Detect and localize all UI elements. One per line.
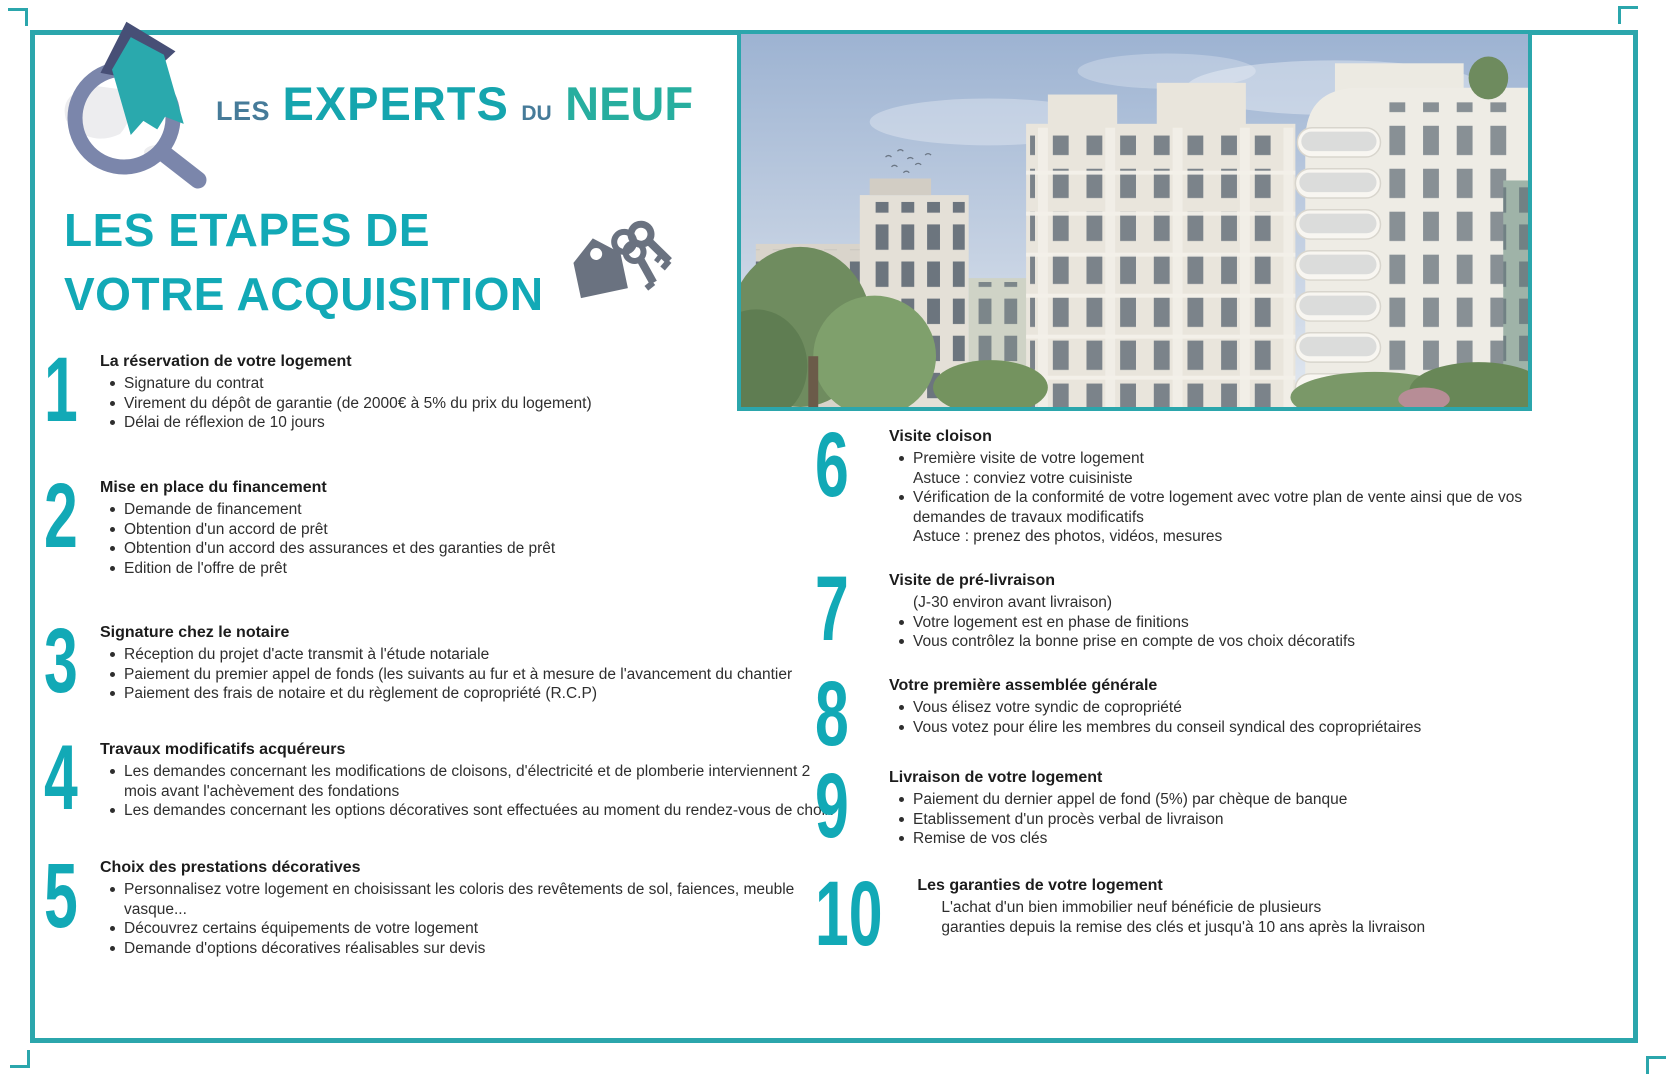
step-text: Découvrez certains équipements de votre logement [124,920,479,937]
bullet-dot [100,645,124,665]
step-text: Demande d'options décoratives réalisables sur devis [124,939,486,957]
step-bullet [889,449,1545,469]
step-bullet [100,665,844,685]
step-text: Obtention d'un accord de prêt [124,520,328,538]
step-content [889,571,1545,652]
step-5 [44,845,844,958]
step-6 [815,414,1545,547]
bullet-dot-glyph [110,566,115,571]
bullet-dot [100,880,124,919]
step-bullet [100,413,844,433]
step-text: Vérification de la conformité de votre logement avec votre plan de vente ainsi que de vos demandes de travaux modificatifs [913,489,1523,526]
step-bullet [100,939,844,959]
bullet-dot-glyph [899,639,904,644]
step-text: Edition de l'offre de prêt [124,559,287,577]
bullet-dot [889,718,913,738]
step-text: (J-30 environ avant livraison) [913,594,1113,611]
bullet-dot-glyph [110,420,115,425]
step-bullet [889,632,1545,652]
bullet-dot [889,593,913,613]
bullet-dot-glyph [110,507,115,512]
step-text: Les demandes concernant les modifications de cloisons, d'électricité et de plomberie interviennent 2 mois avant l'achèvement des fondations [124,763,811,800]
step-bullet [889,698,1545,718]
bullet-dot-glyph [110,652,115,657]
bullet-dot-glyph [899,620,904,625]
step-text: Demande de financement [124,501,302,518]
bullet-dot [889,469,913,489]
step-text: Première visite de votre logement [913,450,1144,467]
step-line [917,918,1545,938]
step-bullet [889,718,1545,738]
bullet-dot-glyph [110,401,115,406]
step-text: Remise de vos clés [913,830,1048,847]
step-number: 4 [44,727,78,829]
step-4 [44,727,844,829]
bullet-dot-glyph [110,527,115,532]
corner-mark-bottom-right [1646,1056,1666,1074]
bullet-dot-glyph [110,546,115,551]
bullet-dot [100,413,124,433]
bullet-dot [889,527,913,547]
step-text: Astuce : conviez votre cuisiniste [913,469,1133,487]
step-number: 7 [815,558,849,660]
step-line [889,593,1545,613]
page-title-line1: LES ETAPES DE [64,204,431,256]
step-number: 8 [815,663,849,765]
bullet-dot-glyph [899,705,904,710]
step-content [100,352,844,433]
steps-right [815,0,1545,1080]
bullet-dot [100,801,124,821]
brand-word-du: DU [521,102,552,125]
step-number: 9 [815,755,849,857]
step-heading: Les garanties de votre logement [917,877,1163,894]
step-bullet [100,500,844,520]
step-bullet [100,539,844,559]
step-text: Vous votez pour élire les membres du conseil syndical des copropriétaires [913,718,1422,736]
bullet-dot [889,829,913,849]
bullet-dot-glyph [110,381,115,386]
step-bullet [100,520,844,540]
bullet-dot-glyph [110,926,115,931]
bullet-dot-glyph [899,797,904,802]
step-content [889,427,1545,547]
bullet-dot-glyph [899,456,904,461]
step-text: Paiement du dernier appel de fond (5%) par chèque de banque [913,791,1348,808]
step-heading: Votre première assemblée générale [889,677,1158,694]
bullet-dot [100,500,124,520]
step-bullet [100,684,844,704]
step-bullet [889,790,1545,810]
step-line [889,527,1545,547]
step-bullet [100,559,844,579]
step-text: Réception du projet d'acte transmit à l'étude notariale [124,646,490,663]
step-text: Vous contrôlez la bonne prise en compte de vos choix décoratifs [913,633,1356,650]
step-number: 5 [44,845,78,947]
bullet-dot-glyph [110,946,115,951]
step-8 [815,663,1545,765]
bullet-dot [889,698,913,718]
step-9 [815,755,1545,857]
bullet-dot [917,918,941,938]
bullet-dot-glyph [110,808,115,813]
bullet-dot [100,539,124,559]
step-text: Délai de réflexion de 10 jours [124,414,325,431]
step-number: 1 [44,339,78,441]
step-heading: La réservation de votre logement [100,353,352,370]
bullet-dot-glyph [899,817,904,822]
step-1 [44,339,844,441]
step-bullet [100,762,844,801]
step-content [100,740,844,821]
bullet-dot [889,488,913,527]
step-bullet [100,801,844,821]
step-7 [815,558,1545,660]
step-text: Personnalisez votre logement en choisissant les coloris des revêtements de sol, faiences, meuble vasque... [124,881,795,918]
step-bullet [889,488,1545,527]
step-heading: Visite cloison [889,428,992,445]
step-heading: Signature chez le notaire [100,624,290,641]
step-number: 10 [815,863,883,965]
step-text: Les demandes concernant les options décoratives sont effectuées au moment du rendez-vous de choix [124,802,833,819]
step-text: garanties depuis la remise des clés et jusqu'à 10 ans après la livraison [941,918,1426,936]
step-heading: Travaux modificatifs acquéreurs [100,741,346,758]
step-line [917,898,1545,918]
bullet-dot [100,394,124,414]
corner-mark-bottom-left [10,1050,30,1068]
step-text: L'achat d'un bien immobilier neuf bénéficie de plusieurs [941,899,1322,916]
step-number: 2 [44,465,78,567]
bullet-dot-glyph [110,691,115,696]
bullet-dot [917,898,941,918]
step-2 [44,465,844,578]
bullet-dot [100,665,124,685]
step-bullet [100,645,844,665]
step-bullet [100,919,844,939]
step-content [100,478,844,578]
corner-mark-top-left [8,8,28,26]
step-line [889,469,1545,489]
brand-word-les: LES [216,96,271,126]
step-text: Paiement des frais de notaire et du règlement de copropriété (R.C.P) [124,685,597,702]
bullet-dot-glyph [899,495,904,500]
step-10 [815,863,1545,965]
bullet-dot [889,810,913,830]
bullet-dot [100,559,124,579]
corner-mark-top-right [1618,6,1638,24]
step-heading: Livraison de votre logement [889,769,1103,786]
step-bullet [100,374,844,394]
brand-word-neuf: NEUF [565,77,694,130]
bullet-dot [889,449,913,469]
step-content [889,768,1545,849]
step-text: Vous élisez votre syndic de copropriété [913,699,1182,716]
step-3 [44,610,844,712]
step-text: Astuce : prenez des photos, vidéos, mesures [913,528,1223,545]
step-content [917,876,1545,937]
step-text: Signature du contrat [124,375,264,392]
step-text: Paiement du premier appel de fonds (les suivants au fur et à mesure de l'avancement du chantier [124,665,793,683]
brand-word-experts: EXPERTS [282,77,509,130]
bullet-dot [100,684,124,704]
step-bullet [889,613,1545,633]
bullet-dot [889,632,913,652]
step-text: Votre logement est en phase de finitions [913,613,1189,631]
step-number: 6 [815,414,849,516]
step-number: 3 [44,610,78,712]
bullet-dot [100,939,124,959]
bullet-dot [889,790,913,810]
step-heading: Visite de pré-livraison [889,572,1055,589]
bullet-dot [100,520,124,540]
bullet-dot [100,919,124,939]
step-heading: Mise en place du financement [100,479,327,496]
bullet-dot-glyph [110,672,115,677]
step-text: Virement du dépôt de garantie (de 2000€ à 5% du prix du logement) [124,394,592,412]
step-text: Obtention d'un accord des assurances et des garanties de prêt [124,540,556,557]
bullet-dot-glyph [899,836,904,841]
step-bullet [100,880,844,919]
step-content [100,858,844,958]
step-bullet [889,829,1545,849]
step-content [889,676,1545,737]
bullet-dot [889,613,913,633]
step-bullet [100,394,844,414]
step-heading: Choix des prestations décoratives [100,859,361,876]
bullet-dot-glyph [110,887,115,892]
page-title-line2: VOTRE ACQUISITION [64,268,544,320]
bullet-dot [100,762,124,801]
bullet-dot-glyph [899,725,904,730]
step-text: Etablissement d'un procès verbal de livraison [913,810,1224,828]
bullet-dot [100,374,124,394]
bullet-dot-glyph [110,769,115,774]
steps-left [44,0,844,1080]
step-content [100,623,844,704]
step-bullet [889,810,1545,830]
